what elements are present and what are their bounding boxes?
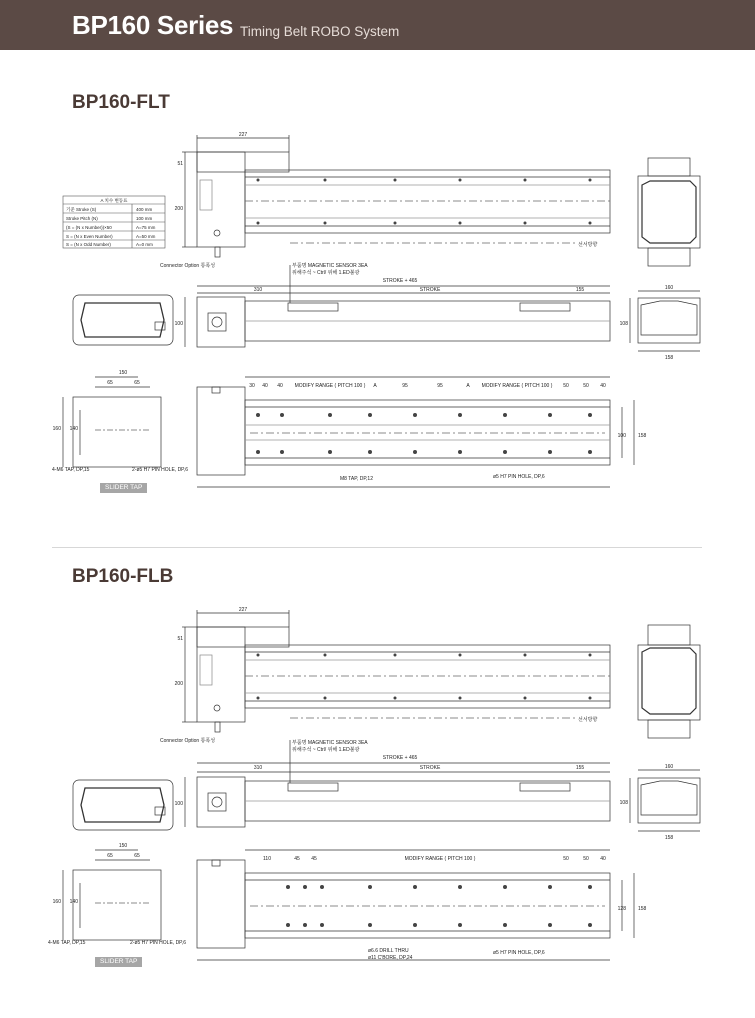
dim-40: 40 xyxy=(600,856,606,862)
table-cell: A=75 mm xyxy=(136,225,156,230)
dim-227: 227 xyxy=(238,132,248,138)
flb-actuator-body xyxy=(245,645,610,708)
a-dimension-table xyxy=(63,196,165,248)
section-title-flt: BP160-FLT xyxy=(72,92,170,113)
dim-160: 160 xyxy=(52,426,61,432)
table-cell: S = (N x Even Number) xyxy=(66,234,113,239)
series-subtitle: Timing Belt ROBO System xyxy=(240,24,400,39)
dim-65: 65 xyxy=(134,853,140,859)
dim-100: 100 xyxy=(617,433,626,439)
dim-100: 100 xyxy=(174,321,183,327)
pin-label: 2-ø5 H7 PIN HOLE, DP,6 xyxy=(132,467,189,473)
dim-155: 155 xyxy=(575,765,585,771)
table-cell: S = (N x Odd Number) xyxy=(66,242,111,247)
table-cell: 100 mm xyxy=(136,216,153,221)
slider-tap-badge: SLIDER TAP xyxy=(95,957,142,967)
drill-label: ø6.6 DRILL THRU xyxy=(368,948,409,954)
dim-108: 108 xyxy=(619,321,628,327)
dim-140: 140 xyxy=(69,899,78,905)
table-cell: 기준 Stroke (S) xyxy=(66,207,97,212)
dim-158: 158 xyxy=(664,835,674,841)
pin-hole-label: ø5 H7 PIN HOLE, DP,6 xyxy=(493,950,545,956)
dim-50: 50 xyxy=(563,383,569,389)
table-cell: A=50 mm xyxy=(136,234,156,239)
dim-65: 65 xyxy=(107,380,113,386)
dim-30: 30 xyxy=(249,383,255,389)
dim-45: 45 xyxy=(294,856,300,862)
dim-a: A xyxy=(373,383,377,389)
dim-158: 158 xyxy=(638,906,647,912)
sensor-label: 부품명 MAGNETIC SENSOR 3EA xyxy=(292,740,368,746)
dim-108: 108 xyxy=(619,800,628,806)
dim-65: 65 xyxy=(134,380,140,386)
dim-a: A xyxy=(466,383,470,389)
flt-bottom-plate xyxy=(245,400,610,465)
series-title: BP160 Series xyxy=(72,10,234,40)
m8-tap-label: M8 TAP, DP,12 xyxy=(340,476,373,482)
dim-50: 50 xyxy=(583,383,589,389)
connector-label: Connector Option 통폭성 xyxy=(160,263,216,269)
tap-label: 4-M6 TAP, DP,15 xyxy=(52,467,90,473)
dim-158: 158 xyxy=(664,355,674,361)
dim-stroke-total: STROKE + 465 xyxy=(382,755,418,761)
pin-hole-label: ø5 H7 PIN HOLE, DP,6 xyxy=(493,474,545,480)
tap-label: 4-M6 TAP, DP,15 xyxy=(48,940,86,946)
dim-160: 160 xyxy=(664,285,674,291)
table-title: A 치수 변동표 xyxy=(100,198,128,203)
section-divider xyxy=(52,547,702,548)
flt-actuator-body xyxy=(245,170,610,233)
modify-range-label: MODIFY RANGE ( PITCH 100 ) xyxy=(294,383,366,389)
dim-310: 310 xyxy=(253,287,263,293)
direction-label: 선서방향 xyxy=(578,242,598,248)
dim-158: 158 xyxy=(638,433,647,439)
dim-50: 50 xyxy=(583,856,589,862)
direction-label: 선서방향 xyxy=(578,717,598,723)
dim-51: 51 xyxy=(177,161,183,167)
dim-45: 45 xyxy=(311,856,317,862)
dim-150: 150 xyxy=(118,843,128,849)
dim-stroke: STROKE xyxy=(419,287,441,293)
dim-200: 200 xyxy=(174,206,183,212)
dim-155: 155 xyxy=(575,287,585,293)
dim-50: 50 xyxy=(563,856,569,862)
dim-200: 200 xyxy=(174,681,183,687)
dim-227: 227 xyxy=(238,607,248,613)
table-cell: 400 mm xyxy=(136,207,153,212)
dim-310: 310 xyxy=(253,765,263,771)
dim-100: 100 xyxy=(174,801,183,807)
modify-range-label: MODIFY RANGE ( PITCH 100 ) xyxy=(404,856,476,862)
flb-bottom-plate xyxy=(245,873,610,938)
modify-range-label: MODIFY RANGE ( PITCH 100 ) xyxy=(481,383,553,389)
dim-stroke-total: STROKE + 465 xyxy=(382,278,418,284)
flb-drawing xyxy=(0,600,755,980)
section-title-flb: BP160-FLB xyxy=(72,566,174,587)
page-header xyxy=(0,0,755,50)
dim-128: 128 xyxy=(617,906,626,912)
slider-tap-badge: SLIDER TAP xyxy=(100,483,147,493)
dim-110: 110 xyxy=(263,856,271,862)
flt-drawing xyxy=(0,125,755,515)
dim-40: 40 xyxy=(262,383,268,389)
dim-stroke: STROKE xyxy=(419,765,441,771)
dim-65: 65 xyxy=(107,853,113,859)
flb-motor-block xyxy=(197,627,245,722)
dim-160: 160 xyxy=(664,764,674,770)
sensor-note: 위해주석 ~ Ctrl/ 위해 1.ED불광 xyxy=(292,270,360,276)
table-cell: (S = (N x Number))×50 xyxy=(66,225,112,230)
sensor-label: 부품명 MAGNETIC SENSOR 3EA xyxy=(292,263,368,269)
dim-95: 95 xyxy=(402,383,408,389)
dim-51: 51 xyxy=(177,636,183,642)
cbore-label: ø11 C'BORE, DP,24 xyxy=(368,955,413,961)
dim-140: 140 xyxy=(69,426,78,432)
connector-label: Connector Option 통폭성 xyxy=(160,738,216,744)
pin-label: 2-ø5 H7 PIN HOLE, DP,6 xyxy=(130,940,187,946)
dim-150: 150 xyxy=(118,370,128,376)
sensor-note: 위해주석 ~ Ctrl/ 위해 1.ED불광 xyxy=(292,747,360,753)
table-cell: A=0 mm xyxy=(136,242,153,247)
dim-40: 40 xyxy=(277,383,283,389)
flt-motor-block xyxy=(197,152,245,247)
dim-160: 160 xyxy=(52,899,61,905)
dim-40: 40 xyxy=(600,383,606,389)
table-cell: Stroke Pitch (N) xyxy=(66,216,98,221)
dim-95: 95 xyxy=(437,383,443,389)
